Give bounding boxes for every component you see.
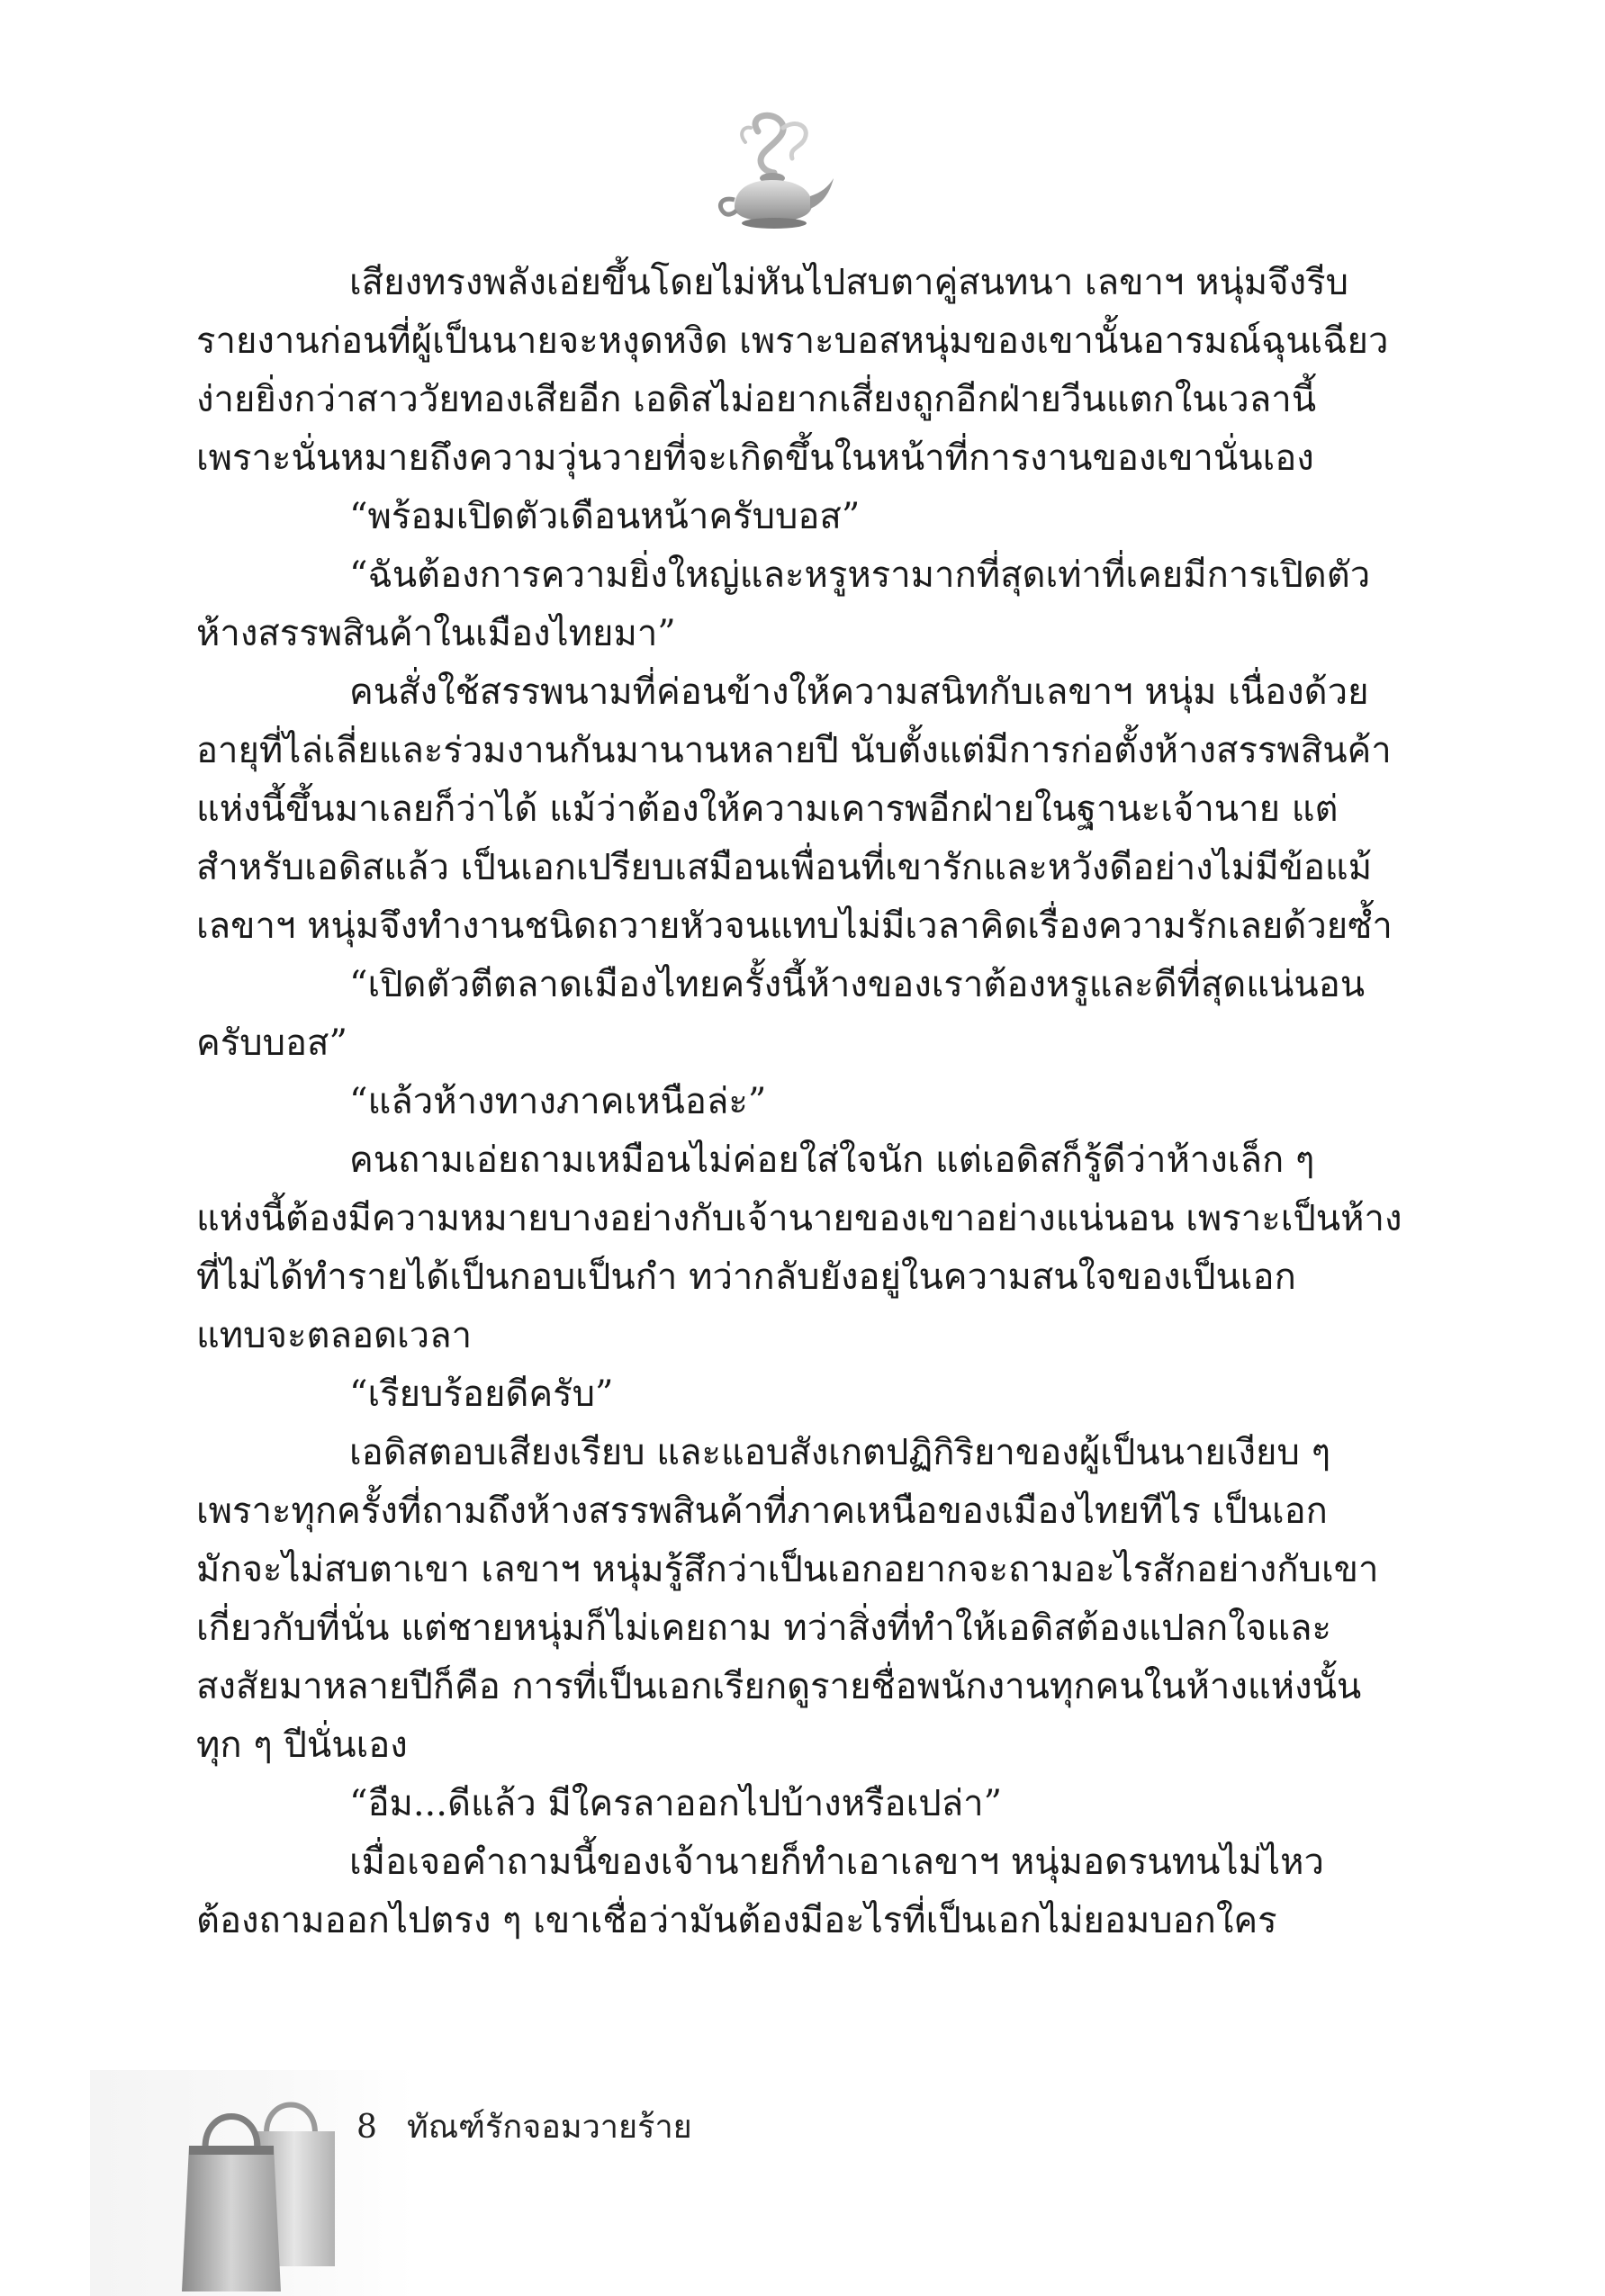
text-line: เสียงทรงพลังเอ่ยขึ้นโดยไม่หันไปสบตาคู่สนทนา เลขาฯ หนุ่มจึงรีบ — [349, 262, 1348, 303]
text-line: “พร้อมเปิดตัวเดือนหน้าครับบอส” — [349, 496, 861, 537]
text-line: ครับบอส” — [196, 1022, 347, 1064]
text-line: เพราะทุกครั้งที่ถามถึงห้างสรรพสินค้าที่ภาคเหนือของเมืองไทยทีไร เป็นเอก — [196, 1490, 1328, 1532]
text-line: ที่ไม่ได้ทำรายได้เป็นกอบเป็นกำ ทว่ากลับยังอยู่ในความสนใจของเป็นเอก — [196, 1256, 1296, 1298]
text-line: อายุที่ไล่เลี่ยและร่วมงานกันมานานหลายปี นับตั้งแต่มีการก่อตั้งห้างสรรพสินค้า — [196, 730, 1392, 771]
text-line: สงสัยมาหลายปีก็คือ การที่เป็นเอกเรียกดูรายชื่อพนักงานทุกคนในห้างแห่งนั้น — [196, 1666, 1362, 1707]
text-line: คนสั่งใช้สรรพนามที่ค่อนข้างให้ความสนิทกับเลขาฯ หนุ่ม เนื่องด้วย — [349, 671, 1369, 713]
book-title: ทัณฑ์รักจอมวายร้าย — [407, 2109, 692, 2146]
text-line: มักจะไม่สบตาเขา เลขาฯ หนุ่มรู้สึกว่าเป็นเอกอยากจะถามอะไรสักอย่างกับเขา — [196, 1549, 1379, 1590]
text-line: เพราะนั่นหมายถึงความวุ่นวายที่จะเกิดขึ้นในหน้าที่การงานของเขานั่นเอง — [196, 437, 1314, 479]
text-line: “อืม...ดีแล้ว มีใครลาออกไปบ้างหรือเปล่า” — [349, 1783, 1003, 1824]
text-line: “แล้วห้างทางภาคเหนือล่ะ” — [349, 1081, 767, 1122]
text-line: ห้างสรรพสินค้าในเมืองไทยมา” — [196, 613, 676, 654]
text-line: เมื่อเจอคำถามนี้ของเจ้านายก็ทำเอาเลขาฯ หนุ่มอดรนทนไม่ไหว — [349, 1841, 1324, 1883]
page-number: 8 — [356, 2109, 377, 2146]
text-line: เอดิสตอบเสียงเรียบ และแอบสังเกตปฏิกิริยาของผู้เป็นนายเงียบ ๆ — [349, 1432, 1331, 1473]
text-line: สำหรับเอดิสแล้ว เป็นเอกเปรียบเสมือนเพื่อนที่เขารักและหวังดีอย่างไม่มีข้อแม้ — [196, 847, 1373, 888]
text-line: คนถามเอ่ยถามเหมือนไม่ค่อยใส่ใจนัก แต่เอดิสก็รู้ดีว่าห้างเล็ก ๆ — [349, 1139, 1315, 1181]
text-line: ทุก ๆ ปีนั่นเอง — [196, 1724, 408, 1766]
text-line: “เรียบร้อยดีครับ” — [349, 1373, 614, 1415]
teapot-ornament-icon — [702, 106, 837, 241]
text-line: เกี่ยวกับที่นั่น แต่ชายหนุ่มก็ไม่เคยถาม ทว่าสิ่งที่ทำให้เอดิสต้องแปลกใจและ — [196, 1607, 1331, 1649]
text-line: เลขาฯ หนุ่มจึงทำงานชนิดถวายหัวจนแทบไม่มีเวลาคิดเรื่องความรักเลยด้วยซ้ำ — [196, 905, 1393, 947]
text-line: แทบจะตลอดเวลา — [196, 1315, 473, 1356]
text-line: “ฉันต้องการความยิ่งใหญ่และหรูหรามากที่สุดเท่าที่เคยมีการเปิดตัว — [349, 554, 1371, 596]
text-line: รายงานก่อนที่ผู้เป็นนายจะหงุดหงิด เพราะบอสหนุ่มของเขานั้นอารมณ์ฉุนเฉียว — [196, 320, 1389, 362]
text-line: ต้องถามออกไปตรง ๆ เขาเชื่อว่ามันต้องมีอะไรที่เป็นเอกไม่ยอมบอกใคร — [196, 1900, 1277, 1941]
text-line: “เปิดตัวตีตลาดเมืองไทยครั้งนี้ห้างของเราต้องหรูและดีที่สุดแน่นอน — [349, 964, 1366, 1005]
page-body-text — [196, 254, 1402, 1950]
text-line: แห่งนี้ต้องมีความหมายบางอย่างกับเจ้านายของเขาอย่างแน่นอน เพราะเป็นห้าง — [196, 1198, 1402, 1239]
text-line: ง่ายยิ่งกว่าสาววัยทองเสียอีก เอดิสไม่อยากเสี่ยงถูกอีกฝ่ายวีนแตกในเวลานี้ — [196, 379, 1317, 420]
text-line: แห่งนี้ขึ้นมาเลยก็ว่าได้ แม้ว่าต้องให้ความเคารพอีกฝ่ายในฐานะเจ้านาย แต่ — [196, 788, 1339, 830]
